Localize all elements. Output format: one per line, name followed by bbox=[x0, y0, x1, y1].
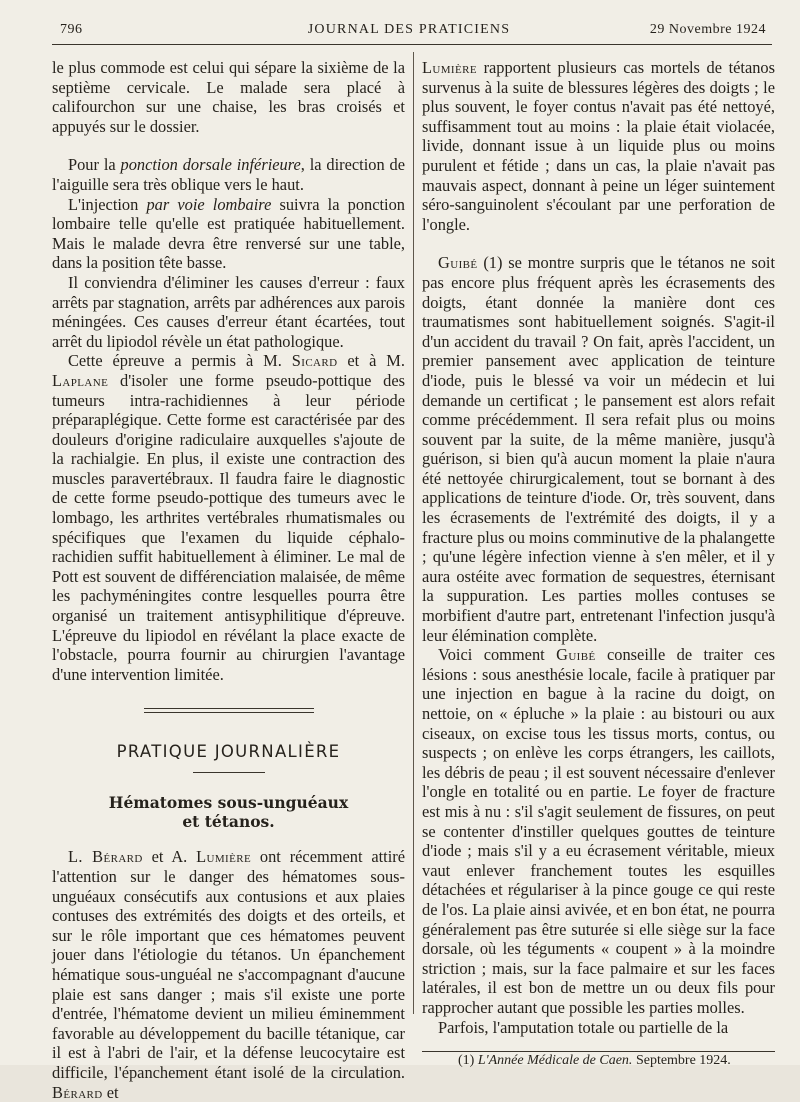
page-number: 796 bbox=[60, 22, 83, 37]
section-divider bbox=[144, 708, 314, 713]
author-name: Sicard bbox=[291, 351, 338, 371]
paragraph: L. Bérard et A. Lumière ont récemment attiré l'attention sur le danger des hématomes sous-unguéaux consécutifs aux contusions et aux plaies contuses des extrémités des doigts et des orteils, et sur le rôle important que ces hématomes peuvent jouer dans l'étiologie du tétanos. Un épanchement hématique sous-unguéal ne s'accompagnant d'aucune plaie est sans danger ; mais s'il existe une porte d'entrée, l'hématome devient un milieu éminemment favorable au développement du bacille tétanique, car il est à l'abri de l'air, et la défense leucocytaire est difficile, l'épanchement étant isolé de la circulation. Bérard et bbox=[52, 847, 405, 1102]
emphasis: L'Année Médicale de Caen. bbox=[477, 1053, 633, 1069]
author-name: Lumière bbox=[422, 58, 477, 77]
left-column bbox=[52, 58, 405, 1102]
author-name: Bérard bbox=[52, 1082, 103, 1102]
emphasis: par voie lombaire bbox=[146, 194, 272, 214]
issue-date: 29 Novembre 1924 bbox=[649, 22, 766, 37]
journal-title: JOURNAL DES PRATICIENS bbox=[307, 22, 511, 37]
paragraph: Il conviendra d'éliminer les causes d'erreur : faux arrêts par stagnation, arrêts par adhérences aux parois méningées. Ces causes d'erreur étant écartées, tout arrêt du lipiodol révèle un état pathologique. bbox=[52, 272, 405, 351]
column-rule bbox=[413, 52, 414, 1014]
section-title: PRATIQUE JOURNALIÈRE bbox=[116, 742, 341, 762]
footnote: (1) L'Année Médicale de Caen. Septembre 1924. bbox=[458, 1053, 731, 1069]
author-name: L. Bérard bbox=[68, 847, 143, 867]
author-name: Laplane bbox=[52, 370, 109, 390]
right-column bbox=[422, 58, 775, 1069]
paragraph: Voici comment Guibé conseille de traiter ces lésions : sous anesthésie locale, facile à pratiquer par une injection en bague à la racine du doigt, on nettoie, on « épluche » la plaie : au bistouri ou aux ciseaux, on excise tous les tissus morts, contus, ou suspects ; on enlève les corps étrangers, les caillots, les débris de peau ; il est souvent nécessaire d'enlever l'ongle en totalité ou en partie. Le foyer de fracture est mis à nu : s'il s'agit seulement de fissures, on peut se contenter d'instiller quelques gouttes de teinture d'iode ; mais s'il y a eu écrasement véritable, mieux vaut enlever franchement toutes les esquilles détachées et régulariser à la pince gouge ce qui reste de l'os. La plaie ainsi avivée, et en bon état, ne pourra généralement pas être suturée si elle siège sur la face dorsale, où les téguments « coupent » à la moindre striction ; mais, sur la face palmaire et sur les faces latérales, il est bon de mettre un ou deux fils pour rapprocher autant que possible les parties molles. bbox=[422, 645, 775, 1017]
paragraph: Lumière rapportent plusieurs cas mortels de tétanos survenus à la suite de blessures légères des doigts ; le plus souvent, le foyer contus n'avait pas été nettoyé, suffisamment tout au moins : la plaie était violacée, livide, donnant issue à un liquide plus ou moins purulent et fétide ; dans un cas, la plaie n'avait pas mauvais aspect, donnant à peine un léger suintement séro-sanguinolent s'écoulant par une perforation de l'ongle. bbox=[422, 58, 775, 234]
header-rule bbox=[52, 44, 772, 45]
paragraph: L'injection par voie lombaire suivra la ponction lombaire telle qu'elle est pratiquée habituellement. Mais le malade devra être renversé sur une table, dans la position tête basse. bbox=[52, 194, 405, 273]
paragraph: Parfois, l'amputation totale ou partielle de la bbox=[438, 1017, 729, 1037]
emphasis: ponction dorsale inférieure bbox=[120, 155, 301, 175]
article-title: Hématomes sous-unguéaux et tétanos. bbox=[108, 793, 349, 832]
author-name: Guibé bbox=[556, 645, 596, 665]
paragraph: le plus commode est celui qui sépare la sixième de la septième cervicale. Le malade sera placé à califourchon sur une chaise, les bras croisés et appuyés sur le dossier. bbox=[52, 58, 405, 136]
paragraph: Guibé (1) se montre surpris que le tétanos ne soit pas encore plus fréquent après les écrasements des doigts, étant donnée la manière dont ces traumatismes sont habituellement soignés. S'agit-il d'un accident du travail ? On fait, après l'accident, un premier pansement avec application de teinture d'iode, puis le blessé va voir un médecin et lui demande un certificat ; le pansement est alors refait comme précédemment. Il sera refait plus ou moins souvent par la suite, de la même manière, jusqu'à guérison, si bien qu'à aucun moment la plaie n'aura été nettoyée chirurgicalement, tout se bornant à des applications de teinture d'iode. Or, très souvent, dans les écrasements de l'extrémité des doigts, il y a fracture plus ou moins comminutive de la phalangette ; qu'une légère infection vienne à s'en mêler, et il y aura ostéite avec formation de sequestres, éternisant la suppuration. Les parties molles contuses se morbifient d'autre part, entretenant l'infection jusqu'à leur élémination complète. bbox=[422, 253, 775, 645]
running-head bbox=[52, 22, 766, 42]
paragraph: Pour la ponction dorsale inférieure, la direction de l'aiguille sera très oblique vers le haut. bbox=[52, 155, 405, 194]
paragraph: Cette épreuve a permis à M. Sicard et à M. Laplane d'isoler une forme pseudo-pottique des tumeurs intra-rachidiennes à leur période préparaplégique. Cette forme est caractérisée par des douleurs d'origine radiculaire auxquelles s'ajoute de la rachialgie. En plus, il existe une contraction des muscles paravertébraux. Il faudra faire le diagnostic de cette forme pseudo-pottique des tumeurs avec le lombago, les arthrites vertébrales rhumatismales ou spécifiques que l'examen du liquide céphalo-rachidien suffit habituellement à éliminer. Le mal de Pott est souvent de différenciation malaisée, de même les pachyméningites contre lesquelles pourra être organisé un traitement antisyphilitique d'épreuve. L'épreuve du lipiodol en révélant la place exacte de l'obstacle, pourra fournir au chirurgien l'avantage d'une intervention limitée. bbox=[52, 351, 405, 684]
author-name: Guibé bbox=[438, 253, 478, 273]
title-rule bbox=[193, 772, 265, 773]
author-name: Lumière bbox=[196, 847, 252, 867]
